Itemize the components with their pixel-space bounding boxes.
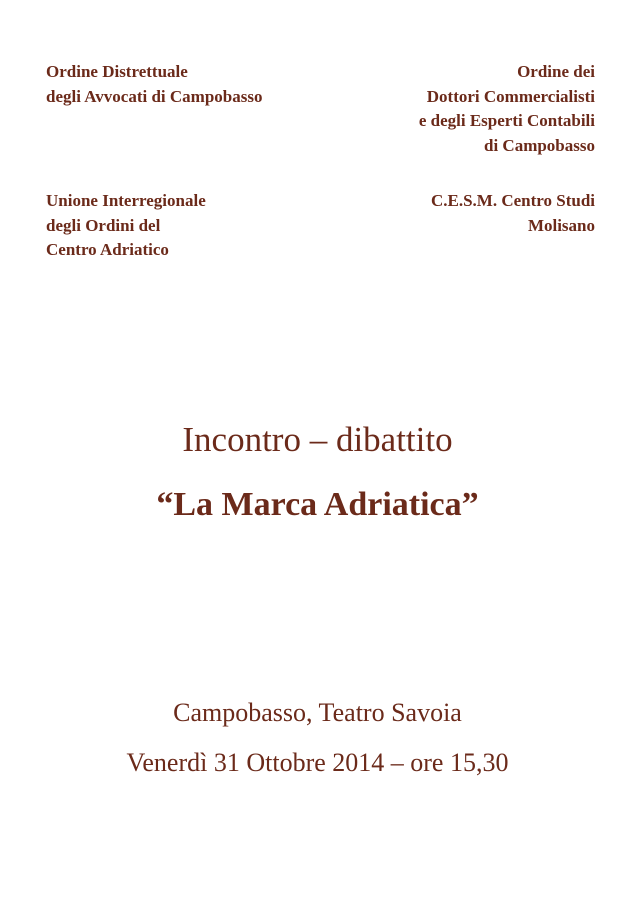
organizer-line: degli Avvocati di Campobasso (46, 86, 263, 106)
event-datetime: Venerdì 31 Ottobre 2014 – ore 15,30 (126, 748, 509, 777)
event-place: Campobasso, Teatro Savoia (173, 698, 462, 727)
organizer-cesm (431, 189, 595, 238)
organizer-ordine-avvocati (46, 60, 262, 109)
organizer-ordine-commercialisti (419, 60, 595, 158)
organizer-line: C.E.S.M. Centro Studi (430, 191, 595, 210)
organizer-unione-interregionale (46, 189, 206, 263)
organizer-line: e degli Esperti Contabili (418, 111, 595, 130)
organizer-line: Ordine Distrettuale (46, 62, 188, 81)
organizer-line: di Campobasso (483, 135, 595, 155)
event-title: “La Marca Adriatica” (156, 486, 479, 523)
organizer-line: Unione Interregionale (46, 191, 206, 210)
organizer-line: Dottori Commercialisti (426, 86, 595, 106)
organizer-line: degli Ordini del (46, 215, 161, 235)
organizer-line: Ordine dei (517, 62, 595, 81)
organizer-line: Molisano (527, 215, 595, 235)
organizer-line: Centro Adriatico (46, 240, 169, 259)
event-subtitle: Incontro – dibattito (182, 420, 453, 459)
